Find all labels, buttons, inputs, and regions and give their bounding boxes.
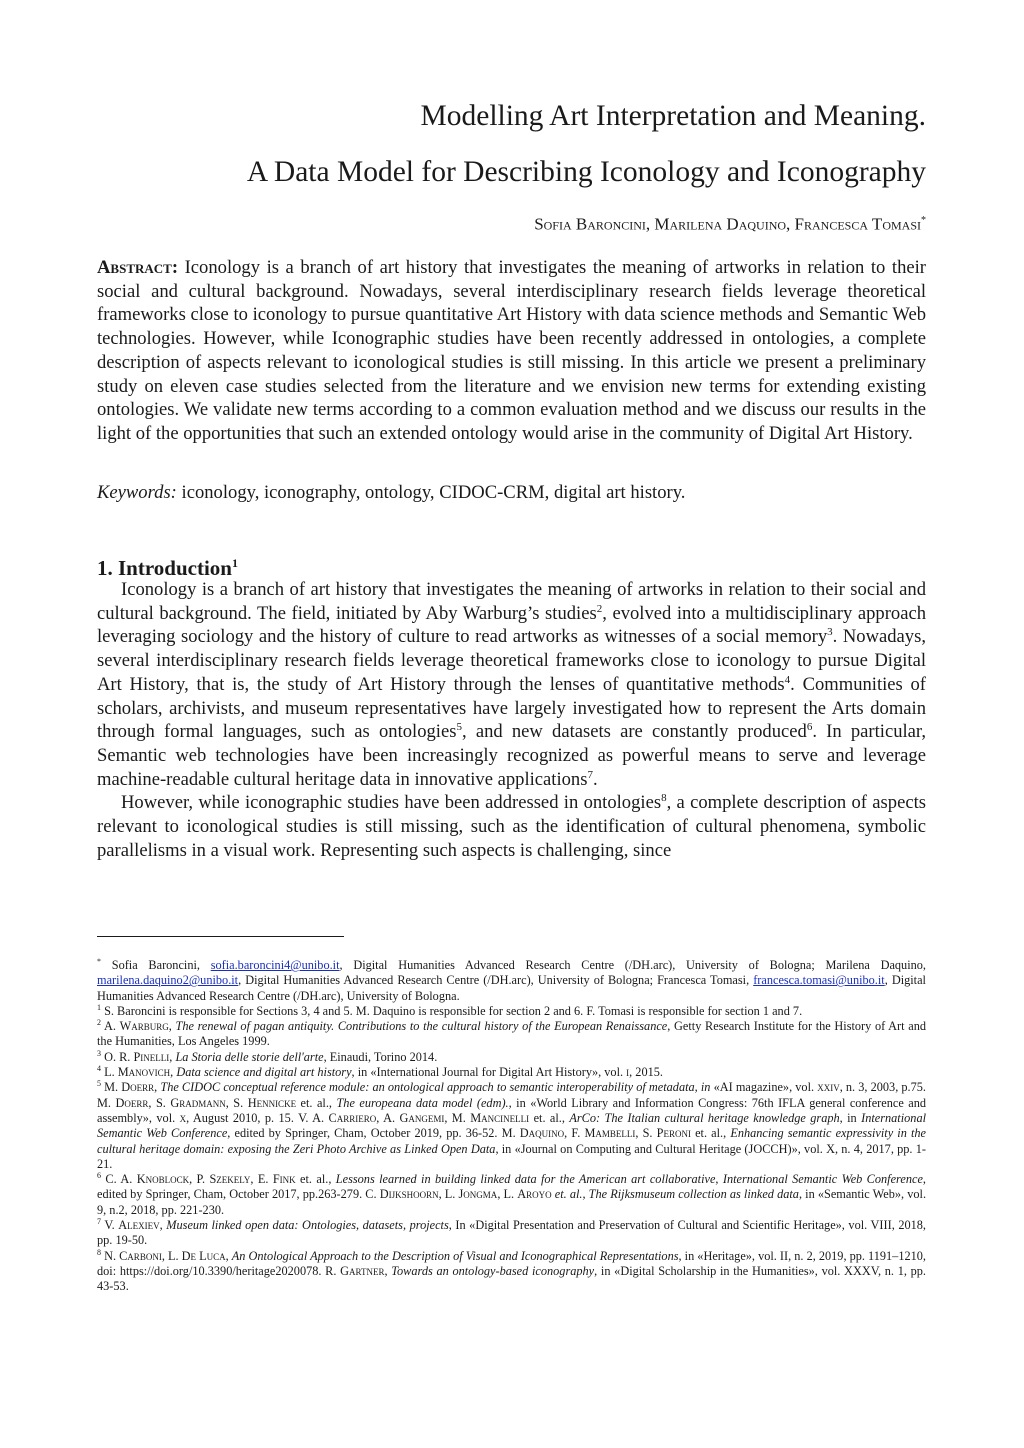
fn-author: Fink (272, 1172, 296, 1187)
fn-text: , P. (189, 1172, 210, 1187)
fn-mark: 4 (97, 1063, 101, 1073)
fn-work-title: An Ontological Approach to the Description of Visual and Iconographical Representations, (231, 1248, 682, 1263)
fn-author: Szekely (209, 1172, 251, 1187)
authors-names: Sofia Baroncini, Marilena Daquino, Francesca Tomasi (534, 214, 921, 234)
fn-text: , in «Journal on Computing and Cultural Heritage (JOCCH)», vol. X, n. 4, 2017, pp. 1-21. (97, 1141, 927, 1171)
footnote-ref-6[interactable]: 6 (806, 721, 813, 734)
abstract (97, 256, 926, 446)
fn-text: , August 2010, p. 15. V. A. (186, 1110, 329, 1125)
fn-author: De Luca (181, 1248, 226, 1263)
fn-work-title: Enhancing semantic expressivity in the cultural heritage domain: exposing the Zeri Photo Archive as Linked Open Data (97, 1126, 927, 1156)
section-title: 1. Introduction (97, 556, 232, 580)
fn-author: Doerr (115, 1095, 149, 1110)
fn-work-title: Data science and digital art history (176, 1065, 352, 1080)
footnote-ref-4[interactable]: 4 (784, 673, 791, 686)
fn-text: , Einaudi, Torino 2014. (323, 1049, 438, 1064)
fn-text: in «World Library and Information Congress: 76th IFLA general conference and assembly», vol. (97, 1095, 927, 1125)
keywords-after: , digital art history. (544, 482, 686, 503)
fn-mark: * (97, 956, 101, 966)
fn-author: Alexiev (118, 1218, 160, 1233)
fn-text: , (154, 1080, 161, 1095)
keywords-cidoc: CIDOC-CRM (439, 482, 545, 503)
footnote-4 (97, 1065, 926, 1080)
footnote-2 (97, 1019, 926, 1050)
fn-author: Daquino (519, 1126, 565, 1141)
fn-author: L. Manovich (101, 1065, 171, 1080)
p1-text: Iconology is a branch of art history that investigates the meaning of artworks in relation to their social and cultural background. The field, initiated by Aby Warburg’s studies (97, 579, 926, 624)
fn-author: Gangemi (399, 1110, 445, 1125)
section-footnote-mark[interactable]: 1 (231, 556, 238, 570)
fn-volume: xxiv (817, 1080, 840, 1095)
footnote-8 (97, 1249, 926, 1295)
fn-author: Mancinelli (470, 1110, 530, 1125)
footnote-ref-7[interactable]: 7 (587, 768, 593, 781)
title-line-1: Modelling Art Interpretation and Meaning. (420, 100, 926, 132)
fn-text: , L. (161, 1248, 182, 1263)
fn-text: S. Baroncini is responsible for Sections 3, 4 and 5. M. Daquino is responsible for section 2 and 6. F. Tomasi is responsible for section 1 and 7. (101, 1003, 803, 1018)
fn-author: Carriero (328, 1110, 377, 1125)
footnote-separator (97, 936, 344, 937)
fn-text: , (715, 1172, 723, 1187)
fn-author: Knoblock (136, 1172, 190, 1187)
fn-text: , (169, 1049, 176, 1064)
fn-text: , L. (497, 1187, 518, 1202)
fn-text: , A. (376, 1110, 400, 1125)
p1-text: . (592, 768, 598, 790)
fn-author: Mambelli (584, 1126, 636, 1141)
title-line-2: A Data Model for Describing Iconology and Iconography (246, 156, 926, 188)
fn-work-title: La Storia delle storie dell'arte (175, 1049, 324, 1064)
fn-text: , in «Digital Scholarship in the Humanities», vol. XXXV, n. 1, pp. 43-53. (97, 1263, 926, 1294)
fn-text: , S. (225, 1095, 248, 1110)
footnote-3 (97, 1050, 926, 1065)
fn-text: , Digital Humanities Advanced Research Centre (/DH.arc), University of Bologna; Francesca Tomasi, (238, 973, 754, 988)
paragraph-2 (97, 791, 926, 862)
keywords-before: iconology, iconography, ontology, (181, 482, 435, 503)
fn-text: , M. (444, 1110, 471, 1125)
fn-work-title: Towards an ontology-based iconography (391, 1263, 595, 1278)
abstract-text: Iconology is a branch of art history that investigates the meaning of artworks in relation to their social and cultural background. Nowadays, several interdisciplinary research fields leverage theoretical frameworks close to iconology to pursue quantitative Art History with data science methods and Semantic Web technologies. However, while Iconographic studies have been recently addressed in ontologies, a complete description of aspects relevant to iconological studies is still missing. In this article we present a preliminary study on eleven case studies selected from the literature and we envision new terms for extending existing ontologies. We validate new terms according to a common evaluation method and we discuss our results in the light of the opportunities that such an extended ontology would arise in the community of Digital Art History. (97, 257, 926, 444)
fn-author: Pinelli (133, 1049, 170, 1064)
fn-text: et. al., (295, 1172, 336, 1187)
fn-author: Carboni (119, 1248, 162, 1263)
paragraph-1 (97, 578, 926, 791)
fn-volume: x (179, 1110, 187, 1125)
fn-work-title: Lessons learned in building linked data for the American art collaborative (335, 1172, 716, 1187)
fn-text: V. (101, 1218, 119, 1233)
fn-work-title: International Semantic Web Conference (722, 1172, 923, 1187)
fn-text: , edited by Springer, Cham, October 2019, pp. 36-52. M. (227, 1126, 520, 1141)
fn-text: , S. (148, 1095, 171, 1110)
fn-author: Gradmann (170, 1095, 226, 1110)
p2-text: However, while iconographic studies have been addressed in ontologies (121, 792, 662, 814)
p2-text: , a complete description of aspects relevant to iconological studies is still missing, such as the identification of cultural phenomena, symbolic parallelisms in a visual work. Representing such aspects is challenging, since (97, 792, 926, 861)
fn-text: et. al., (296, 1095, 337, 1110)
keywords (97, 481, 926, 505)
fn-author: Peroni (656, 1126, 691, 1141)
fn-text: M. (101, 1080, 122, 1095)
p1-text: . Nowadays, several interdisciplinary research fields leverage theoretical frameworks close to iconology to pursue Digital Art History, that is, the study of Art History through the lenses of quantitative methods (97, 626, 926, 695)
footnote-star (97, 958, 926, 1004)
fn-text: , in «Semantic Web», vol. 9, n.2, 2018, pp. 221-230. (97, 1187, 927, 1217)
authors (97, 210, 926, 236)
footnotes (97, 958, 926, 1295)
fn-text: C. A. (101, 1172, 137, 1187)
fn-work-title: The renewal of pagan antiquity. Contributions to the cultural history of the European Renaissance (175, 1019, 668, 1034)
fn-text: N. (101, 1248, 120, 1263)
fn-text: , E. (250, 1172, 273, 1187)
fn-text: , 2015. (629, 1065, 663, 1080)
email-link-daquino[interactable]: marilena.daquino2@unibo.it (97, 973, 239, 988)
p1-text: . Communities of scholars, archivists, and museum representatives have largely investigated how to represent the Arts domain through formal languages, such as ontologies (97, 673, 927, 743)
fn-mark: 3 (97, 1048, 101, 1058)
fn-author: Doerr (121, 1080, 155, 1095)
footnote-6 (97, 1172, 926, 1218)
fn-text: , (384, 1263, 392, 1278)
fn-text: , S. (635, 1126, 657, 1141)
fn-text: , In «Digital Presentation and Preservation of Cultural and Scientific Heritage», vol. VIII, 2018, pp. 19-50. (97, 1218, 927, 1248)
fn-work-title: The europeana data model (edm)., (336, 1095, 512, 1110)
fn-mark: 5 (97, 1079, 101, 1089)
fn-work-title: et. al., The Rijksmuseum collection as linked data (551, 1187, 799, 1202)
fn-mark: 2 (97, 1018, 101, 1028)
fn-text: Sofia Baroncini, (101, 958, 211, 972)
fn-text: , edited by Springer, Cham, October 2017, pp.263-279. C. (97, 1172, 926, 1202)
footnote-5 (97, 1080, 926, 1172)
p1-text: , evolved into a multidisciplinary approach leveraging sociology and the history of culture to read artworks as witnesses of a social memory (97, 602, 927, 648)
fn-author: Warburg (119, 1019, 169, 1034)
email-link-baroncini[interactable]: sofia.baroncini4@unibo.it (210, 958, 340, 972)
footnote-7 (97, 1218, 926, 1249)
fn-text: et. al., (529, 1110, 570, 1125)
fn-text: , (168, 1019, 176, 1034)
fn-text: , in «International Journal for Digital Art History», vol. (351, 1065, 627, 1080)
fn-text: , in (839, 1110, 862, 1125)
fn-work-title: International Semantic Web Conference (97, 1110, 927, 1141)
footnote-ref-8[interactable]: 8 (661, 792, 667, 805)
authors-footnote-mark[interactable]: * (921, 215, 926, 226)
fn-author: Hennicke (247, 1095, 297, 1110)
footnote-ref-5[interactable]: 5 (456, 721, 462, 734)
fn-text: , (159, 1218, 167, 1233)
fn-text: «AI magazine», vol. (710, 1080, 818, 1095)
fn-text: , F. (564, 1126, 585, 1141)
footnote-ref-3[interactable]: 3 (827, 626, 833, 639)
fn-author: Dijkshoorn (379, 1187, 439, 1202)
fn-text: O. R. (101, 1049, 134, 1064)
fn-text: in «Heritage», vol. II, n. 2, 2019, pp. 1191–1210, doi: https://doi.org/10.3390/heritage2020078. R. (97, 1248, 927, 1278)
fn-volume: i (626, 1065, 630, 1080)
fn-author: Jongma (458, 1187, 498, 1202)
fn-text: , L. (438, 1187, 459, 1202)
fn-text: , Digital Humanities Advanced Research Centre (/DH.arc), University of Bologna. (97, 973, 926, 1003)
fn-work-title: ArCo: The Italian cultural heritage knowledge graph (569, 1110, 840, 1125)
fn-author: Aroyo (517, 1187, 552, 1202)
fn-mark: 6 (97, 1171, 101, 1181)
section-heading (97, 550, 926, 581)
keywords-label: Keywords: (97, 482, 177, 503)
fn-work-title: Museum linked open data: Ontologies, datasets, projects (166, 1218, 449, 1233)
p1-text: . In particular, Semantic web technologies have been increasingly recognized as powerful means to serve and leverage machine-readable cultural heritage data in innovative applications (97, 721, 927, 790)
fn-text: , (225, 1248, 232, 1263)
footnote-1 (97, 1004, 926, 1019)
fn-mark: 8 (97, 1247, 101, 1257)
abstract-label: Abstract: (97, 257, 179, 278)
fn-author: Gartner (340, 1263, 385, 1278)
fn-text: , (170, 1065, 177, 1080)
email-link-tomasi[interactable]: francesca.tomasi@unibo.it (753, 973, 885, 988)
p1-text: , and new datasets are constantly produced (461, 721, 807, 743)
footnote-ref-2[interactable]: 2 (596, 602, 603, 615)
fn-text: , Digital Humanities Advanced Research Centre (/DH.arc), University of Bologna; Marilena Daquino, (339, 958, 926, 972)
fn-text: et. al., (690, 1126, 731, 1141)
fn-text: , Getty Research Institute for the History of Art and the Humanities, Los Angeles 1999. (97, 1019, 926, 1049)
body-text (97, 578, 926, 862)
fn-mark: 7 (97, 1216, 101, 1226)
fn-mark: 1 (97, 1002, 101, 1012)
fn-work-title: The CIDOC conceptual reference module: an ontological approach to semantic interoperability of metadata, in (160, 1080, 711, 1095)
fn-text: A. (101, 1019, 120, 1034)
fn-text: , n. 3, 2003, p.75. M. (97, 1080, 926, 1110)
